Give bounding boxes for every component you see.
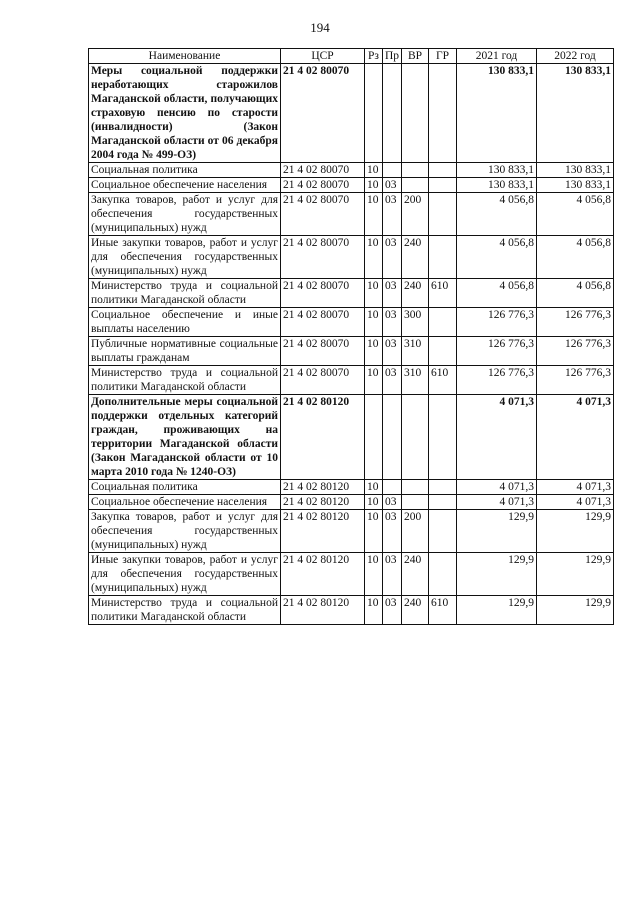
cell-2022: 4 071,3 <box>537 495 614 510</box>
cell-csr: 21 4 02 80070 <box>281 308 365 337</box>
cell-gr <box>429 64 457 163</box>
cell-pr <box>383 480 402 495</box>
cell-2022: 129,9 <box>537 553 614 596</box>
cell-vr: 200 <box>402 510 429 553</box>
cell-rz <box>365 64 383 163</box>
cell-vr: 240 <box>402 236 429 279</box>
cell-vr: 200 <box>402 193 429 236</box>
table-row <box>89 308 614 337</box>
cell-csr: 21 4 02 80120 <box>281 395 365 480</box>
cell-csr: 21 4 02 80070 <box>281 366 365 395</box>
cell-pr <box>383 64 402 163</box>
cell-pr: 03 <box>383 178 402 193</box>
cell-pr <box>383 163 402 178</box>
cell-2022: 4 071,3 <box>537 480 614 495</box>
cell-gr <box>429 236 457 279</box>
cell-2021: 4 071,3 <box>457 395 537 480</box>
header-rz: Рз <box>365 49 383 64</box>
cell-vr: 240 <box>402 596 429 625</box>
cell-rz: 10 <box>365 510 383 553</box>
cell-2021: 129,9 <box>457 553 537 596</box>
header-row <box>89 49 614 64</box>
cell-vr <box>402 495 429 510</box>
table-row <box>89 510 614 553</box>
cell-name: Социальное обеспечение населения <box>89 495 281 510</box>
cell-gr: 610 <box>429 596 457 625</box>
cell-csr: 21 4 02 80120 <box>281 480 365 495</box>
cell-2021: 126 776,3 <box>457 308 537 337</box>
cell-pr: 03 <box>383 236 402 279</box>
cell-name: Социальное обеспечение и иные выплаты населению <box>89 308 281 337</box>
table-row <box>89 178 614 193</box>
cell-2022: 4 071,3 <box>537 395 614 480</box>
cell-gr: 610 <box>429 279 457 308</box>
cell-rz <box>365 395 383 480</box>
cell-csr: 21 4 02 80120 <box>281 596 365 625</box>
cell-rz: 10 <box>365 366 383 395</box>
cell-2021: 130 833,1 <box>457 178 537 193</box>
cell-pr: 03 <box>383 366 402 395</box>
table-row <box>89 366 614 395</box>
cell-name: Иные закупки товаров, работ и услуг для обеспечения государственных (муниципальных) нужд <box>89 236 281 279</box>
cell-pr: 03 <box>383 495 402 510</box>
cell-csr: 21 4 02 80070 <box>281 64 365 163</box>
cell-name: Социальное обеспечение населения <box>89 178 281 193</box>
cell-csr: 21 4 02 80070 <box>281 279 365 308</box>
cell-pr: 03 <box>383 596 402 625</box>
cell-vr: 240 <box>402 553 429 596</box>
table-row <box>89 495 614 510</box>
header-2022: 2022 год <box>537 49 614 64</box>
table-row <box>89 64 614 163</box>
cell-2022: 4 056,8 <box>537 193 614 236</box>
cell-csr: 21 4 02 80070 <box>281 193 365 236</box>
cell-2022: 129,9 <box>537 510 614 553</box>
cell-2022: 126 776,3 <box>537 337 614 366</box>
cell-2022: 130 833,1 <box>537 64 614 163</box>
cell-vr: 310 <box>402 366 429 395</box>
cell-gr <box>429 553 457 596</box>
cell-2021: 4 056,8 <box>457 279 537 308</box>
table-row <box>89 596 614 625</box>
cell-2022: 130 833,1 <box>537 178 614 193</box>
cell-2021: 130 833,1 <box>457 64 537 163</box>
header-name: Наименование <box>89 49 281 64</box>
cell-2021: 130 833,1 <box>457 163 537 178</box>
cell-gr <box>429 193 457 236</box>
cell-gr <box>429 178 457 193</box>
cell-2021: 4 071,3 <box>457 495 537 510</box>
cell-vr <box>402 178 429 193</box>
cell-gr <box>429 495 457 510</box>
cell-2021: 126 776,3 <box>457 337 537 366</box>
cell-name: Министерство труда и социальной политики Магаданской области <box>89 279 281 308</box>
table-row <box>89 395 614 480</box>
table-row <box>89 480 614 495</box>
cell-vr <box>402 64 429 163</box>
cell-gr: 610 <box>429 366 457 395</box>
cell-name: Публичные нормативные социальные выплаты гражданам <box>89 337 281 366</box>
cell-pr: 03 <box>383 337 402 366</box>
cell-2021: 129,9 <box>457 510 537 553</box>
cell-2021: 129,9 <box>457 596 537 625</box>
cell-pr: 03 <box>383 510 402 553</box>
cell-2022: 4 056,8 <box>537 236 614 279</box>
cell-gr <box>429 510 457 553</box>
table-row <box>89 553 614 596</box>
cell-name: Министерство труда и социальной политики Магаданской области <box>89 596 281 625</box>
page-number: 194 <box>310 20 330 35</box>
table-row <box>89 163 614 178</box>
cell-rz: 10 <box>365 163 383 178</box>
cell-2022: 129,9 <box>537 596 614 625</box>
cell-rz: 10 <box>365 236 383 279</box>
cell-name: Дополнительные меры социальной поддержки отдельных категорий граждан, проживающих на территории Магаданской области (Закон Магаданской области от 10 марта 2010 года № 1240-ОЗ) <box>89 395 281 480</box>
cell-name: Иные закупки товаров, работ и услуг для обеспечения государственных (муниципальных) нужд <box>89 553 281 596</box>
cell-pr: 03 <box>383 279 402 308</box>
cell-2021: 4 071,3 <box>457 480 537 495</box>
cell-name: Социальная политика <box>89 163 281 178</box>
cell-2022: 4 056,8 <box>537 279 614 308</box>
header-2021: 2021 год <box>457 49 537 64</box>
cell-csr: 21 4 02 80120 <box>281 495 365 510</box>
cell-name: Меры социальной поддержки неработающих старожилов Магаданской области, получающих страховую пенсию по старости (инвалидности) (Закон Магаданской области от 06 декабря 2004 года № 499-ОЗ) <box>89 64 281 163</box>
cell-rz: 10 <box>365 193 383 236</box>
cell-pr <box>383 395 402 480</box>
cell-rz: 10 <box>365 178 383 193</box>
cell-rz: 10 <box>365 596 383 625</box>
cell-csr: 21 4 02 80070 <box>281 337 365 366</box>
cell-vr <box>402 395 429 480</box>
cell-vr: 240 <box>402 279 429 308</box>
budget-table <box>88 48 614 625</box>
cell-csr: 21 4 02 80070 <box>281 236 365 279</box>
cell-pr: 03 <box>383 553 402 596</box>
cell-vr <box>402 163 429 178</box>
cell-name: Закупка товаров, работ и услуг для обеспечения государственных (муниципальных) нужд <box>89 510 281 553</box>
cell-csr: 21 4 02 80070 <box>281 163 365 178</box>
table-body <box>89 64 614 625</box>
cell-gr <box>429 480 457 495</box>
cell-rz: 10 <box>365 337 383 366</box>
cell-2021: 4 056,8 <box>457 236 537 279</box>
header-csr: ЦСР <box>281 49 365 64</box>
cell-vr: 310 <box>402 337 429 366</box>
table-row <box>89 193 614 236</box>
cell-rz: 10 <box>365 308 383 337</box>
cell-csr: 21 4 02 80120 <box>281 553 365 596</box>
cell-gr <box>429 395 457 480</box>
cell-rz: 10 <box>365 553 383 596</box>
cell-vr: 300 <box>402 308 429 337</box>
cell-2022: 130 833,1 <box>537 163 614 178</box>
cell-rz: 10 <box>365 495 383 510</box>
cell-gr <box>429 337 457 366</box>
cell-name: Закупка товаров, работ и услуг для обеспечения государственных (муниципальных) нужд <box>89 193 281 236</box>
cell-gr <box>429 163 457 178</box>
cell-gr <box>429 308 457 337</box>
cell-pr: 03 <box>383 308 402 337</box>
cell-csr: 21 4 02 80120 <box>281 510 365 553</box>
header-gr: ГР <box>429 49 457 64</box>
cell-2021: 126 776,3 <box>457 366 537 395</box>
header-pr: Пр <box>383 49 402 64</box>
header-vr: ВР <box>402 49 429 64</box>
cell-vr <box>402 480 429 495</box>
cell-name: Министерство труда и социальной политики Магаданской области <box>89 366 281 395</box>
cell-2022: 126 776,3 <box>537 308 614 337</box>
cell-pr: 03 <box>383 193 402 236</box>
cell-csr: 21 4 02 80070 <box>281 178 365 193</box>
cell-2021: 4 056,8 <box>457 193 537 236</box>
cell-rz: 10 <box>365 480 383 495</box>
table-row <box>89 236 614 279</box>
table-row <box>89 337 614 366</box>
table-row <box>89 279 614 308</box>
cell-2022: 126 776,3 <box>537 366 614 395</box>
cell-name: Социальная политика <box>89 480 281 495</box>
cell-rz: 10 <box>365 279 383 308</box>
